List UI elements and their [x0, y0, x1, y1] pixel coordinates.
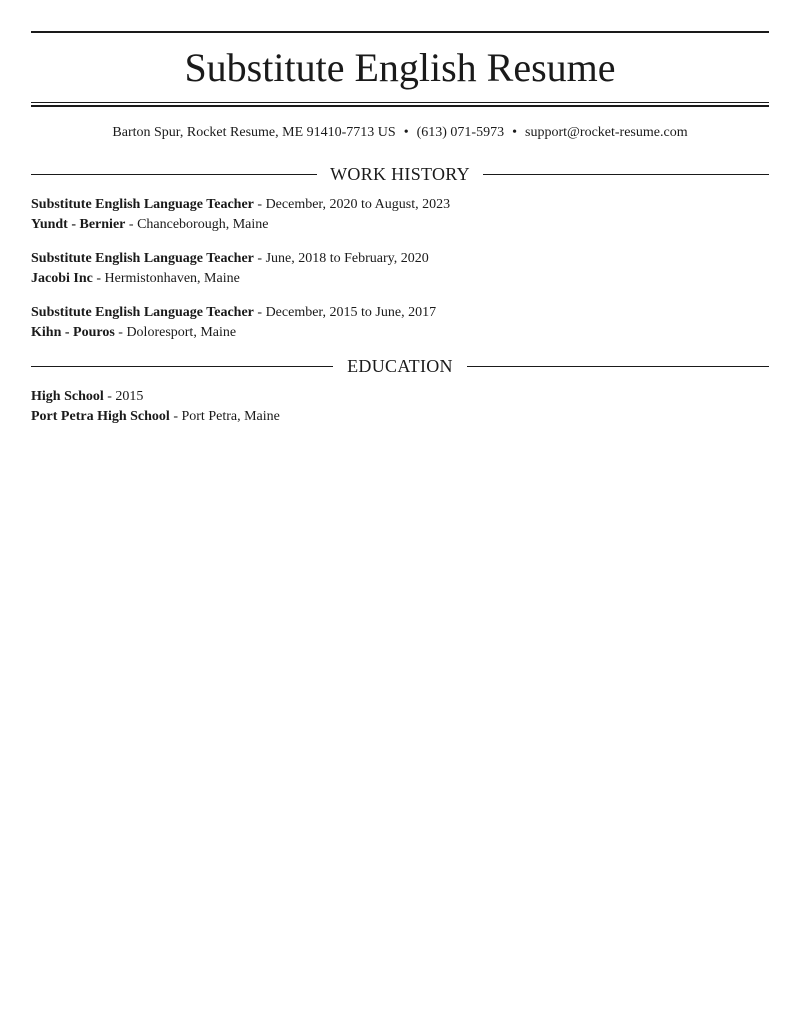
dash: - — [169, 409, 182, 424]
section-title: EDUCATION — [347, 356, 453, 376]
dash: - — [114, 325, 127, 340]
title-rule-thin — [31, 102, 769, 103]
education-entry — [31, 387, 769, 427]
job-employer: Yundt - Bernier — [31, 217, 126, 232]
job-employer-line — [31, 215, 769, 235]
work-history-heading — [31, 162, 769, 186]
job-dates: December, 2015 to June, 2017 — [265, 305, 437, 320]
section-title: WORK HISTORY — [330, 164, 470, 184]
contact-address: Barton Spur, Rocket Resume, ME 91410-7713 US — [112, 125, 396, 140]
dash: - — [125, 217, 138, 232]
section-rule-right — [467, 366, 769, 367]
dash: - — [253, 251, 266, 266]
job-employer: Jacobi Inc — [31, 271, 93, 286]
job-title: Substitute English Language Teacher — [31, 305, 254, 320]
job-employer-line — [31, 323, 769, 343]
dash: - — [103, 389, 116, 404]
contact-line — [31, 124, 769, 142]
education-heading — [31, 354, 769, 378]
dash: - — [253, 305, 266, 320]
job-dates: December, 2020 to August, 2023 — [265, 197, 451, 212]
dash: - — [253, 197, 266, 212]
job-employer: Kihn - Pouros — [31, 325, 115, 340]
contact-separator: • — [403, 125, 409, 140]
job-location: Doloresport, Maine — [126, 325, 237, 340]
job-entry — [31, 303, 769, 343]
job-entry — [31, 249, 769, 289]
education-school-line — [31, 407, 769, 427]
job-location: Hermistonhaven, Maine — [104, 271, 240, 286]
resume-title: Substitute English Resume — [184, 45, 616, 90]
job-title: Substitute English Language Teacher — [31, 251, 254, 266]
education-year: 2015 — [115, 389, 144, 404]
job-title-line — [31, 195, 769, 215]
job-dates: June, 2018 to February, 2020 — [265, 251, 429, 266]
section-rule-right — [483, 174, 769, 175]
job-employer-line — [31, 269, 769, 289]
education-location: Port Petra, Maine — [181, 409, 280, 424]
education-school: Port Petra High School — [31, 409, 170, 424]
title-rule-thick — [31, 105, 769, 107]
education-degree-line — [31, 387, 769, 407]
contact-phone: (613) 071-5973 — [416, 125, 505, 140]
contact-separator: • — [512, 125, 518, 140]
job-entry — [31, 195, 769, 235]
job-title-line — [31, 303, 769, 323]
job-title: Substitute English Language Teacher — [31, 197, 254, 212]
top-rule — [31, 31, 769, 33]
contact-email: support@rocket-resume.com — [525, 125, 688, 140]
job-title-line — [31, 249, 769, 269]
dash: - — [92, 271, 105, 286]
job-location: Chanceborough, Maine — [137, 217, 269, 232]
education-degree: High School — [31, 389, 104, 404]
